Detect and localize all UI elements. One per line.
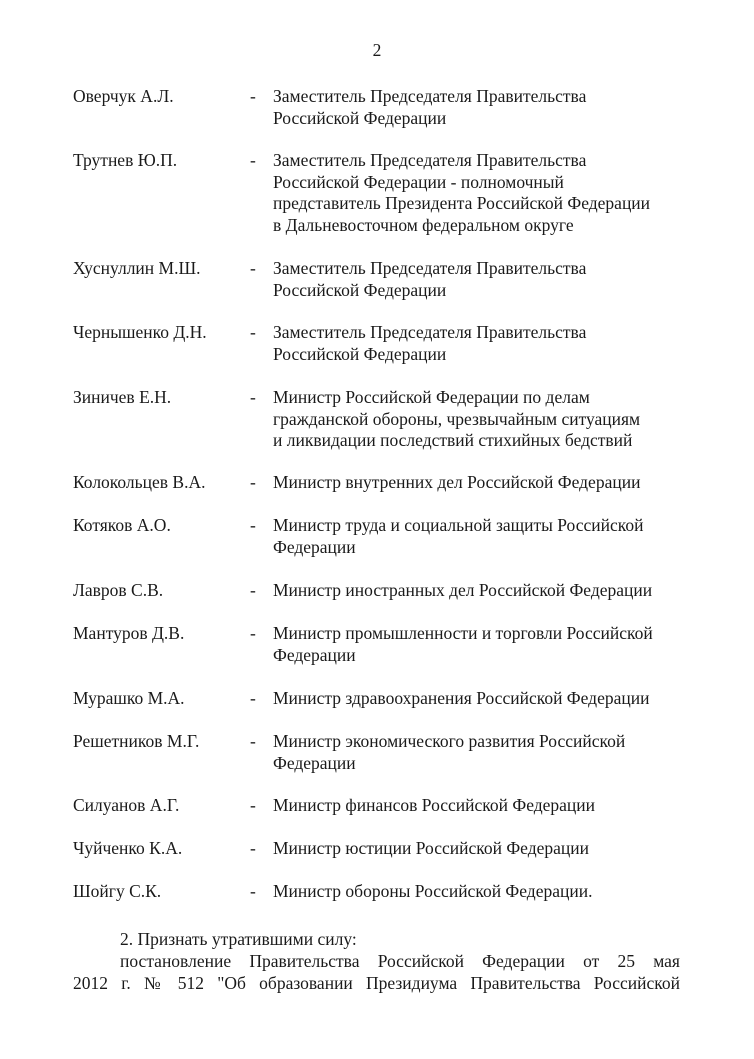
member-role [273,150,693,236]
member-name: Хуснуллин М.Ш. [73,258,201,278]
member-name: Шойгу С.К. [73,881,162,901]
member-role [273,731,693,774]
member-role [273,838,693,860]
member-role [273,86,693,129]
member-name: Чуйченко К.А. [73,838,183,858]
member-role-line: Министр Российской Федерации по делам [273,387,590,407]
member-dash: - [250,623,256,643]
member-dash: - [250,86,256,106]
member-role [273,623,693,666]
page-number: 2 [372,40,382,60]
member-role-line: Министр иностранных дел Российской Федерации [273,580,653,600]
member-role-line: Министр обороны Российской Федерации. [273,881,593,901]
member-name: Мантуров Д.В. [73,623,185,643]
member-role-line: Федерации [273,752,356,773]
member-name: Решетников М.Г. [73,731,200,751]
member-role-line: Заместитель Председателя Правительства [273,258,587,278]
member-role-line: Российской Федерации [273,279,447,300]
member-dash: - [250,322,256,342]
member-role-line: Министр экономического развития Российской [273,731,626,751]
member-dash: - [250,515,256,535]
member-role-line: Министр промышленности и торговли Российской [273,623,653,643]
member-dash: - [250,150,256,170]
member-role-line: Заместитель Председателя Правительства [273,86,587,106]
member-role-line: Заместитель Председателя Правительства [273,322,587,342]
member-dash: - [250,795,256,815]
member-role-line: Министр финансов Российской Федерации [273,795,596,815]
member-role [273,580,693,602]
member-role-line: Российской Федерации - полномочный [273,171,564,192]
member-role-line: Российской Федерации [273,107,447,128]
member-dash: - [250,258,256,278]
member-dash: - [250,472,256,492]
member-name: Мурашко М.А. [73,688,185,708]
member-dash: - [250,580,256,600]
member-role [273,881,693,903]
member-role-line: Министр здравоохранения Российской Федерации [273,688,650,708]
member-dash: - [250,688,256,708]
section-2-body-line: постановление Правительства Российской Федерации от 25 мая [120,951,680,971]
section-2-body-line: 2012 г. № 512 "Об образовании Президиума Правительства Российской [73,973,680,993]
member-role-line: гражданской обороны, чрезвычайным ситуациям [273,408,641,429]
member-dash: - [250,731,256,751]
member-dash: - [250,881,256,901]
member-name: Трутнев Ю.П. [73,150,178,170]
member-name: Силуанов А.Г. [73,795,180,815]
member-role-line: Министр юстиции Российской Федерации [273,838,589,858]
member-name: Зиничев Е.Н. [73,387,172,407]
member-role [273,688,693,710]
member-role-line: и ликвидации последствий стихийных бедствий [273,430,633,450]
member-role-line: Российской Федерации [273,343,447,364]
member-dash: - [250,387,256,407]
member-role-line: в Дальневосточном федеральном округе [273,214,574,235]
member-role [273,258,693,301]
member-role [273,387,693,452]
section-2-heading: 2. Признать утратившими силу: [120,929,357,949]
member-role-line: Министр внутренних дел Российской Федерации [273,472,641,492]
member-role-line: Заместитель Председателя Правительства [273,150,587,170]
member-role [273,795,693,817]
member-role-line: Федерации [273,644,356,665]
member-name: Колокольцев В.А. [73,472,206,492]
member-role-line: представитель Президента Российской Федерации [273,193,651,213]
member-role [273,515,693,558]
member-role-line: Федерации [273,536,356,557]
member-name: Котяков А.О. [73,515,171,535]
member-dash: - [250,838,256,858]
member-role [273,472,693,494]
member-name: Чернышенко Д.Н. [73,322,207,342]
member-role-line: Министр труда и социальной защиты Российской [273,515,644,535]
member-name: Оверчук А.Л. [73,86,174,106]
member-name: Лавров С.В. [73,580,164,600]
member-role [273,322,693,365]
